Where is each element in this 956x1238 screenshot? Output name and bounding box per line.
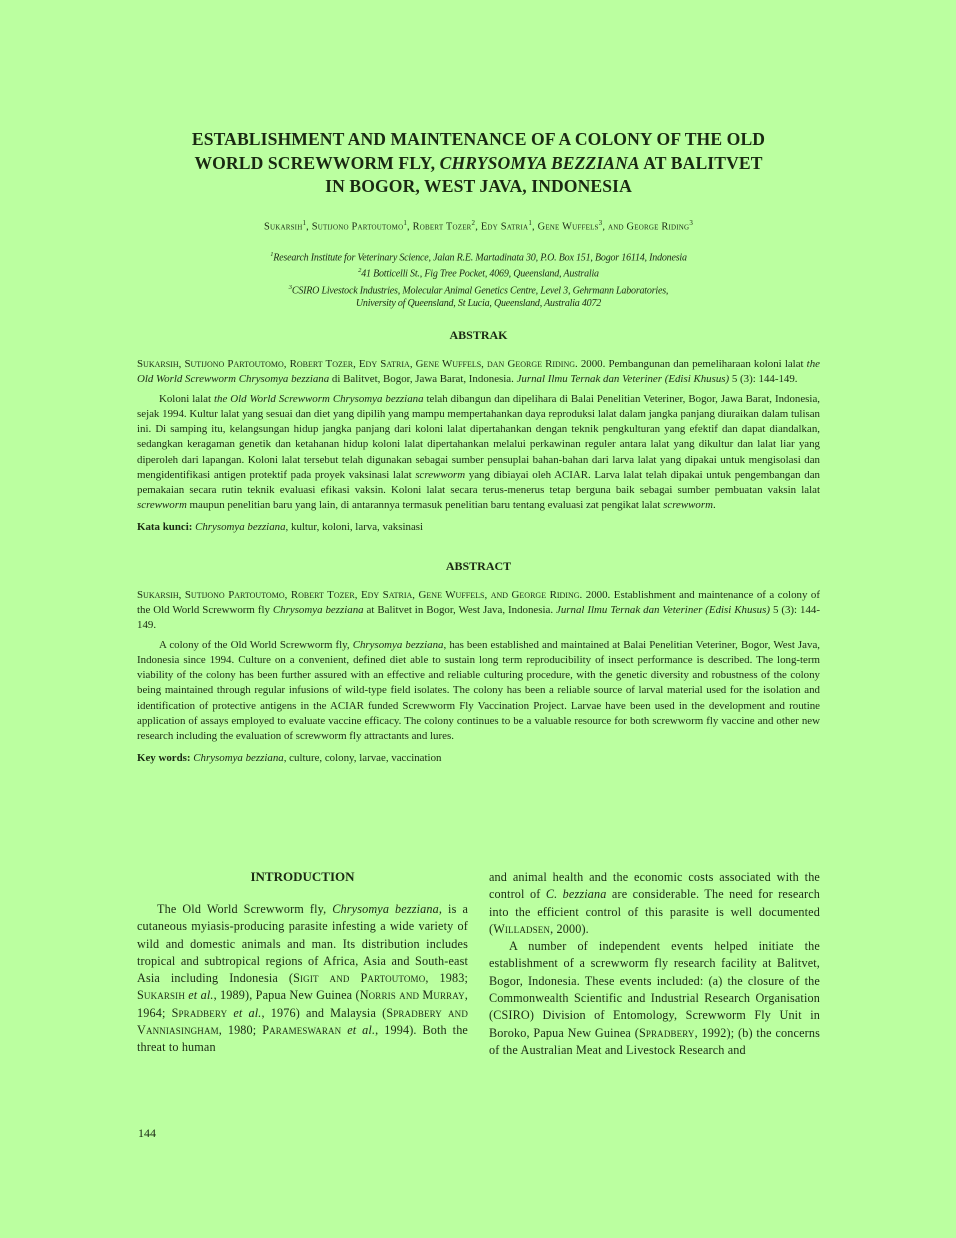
citation-ref: Sigit and Partoutomo xyxy=(293,971,426,986)
abstract-keywords xyxy=(137,751,820,766)
citation-ref: Parameswaran xyxy=(262,1023,342,1038)
author-name: Gene Wuffels xyxy=(537,220,599,232)
affiliation-line xyxy=(137,248,820,264)
abstrak-italic: the Old World Screwworm Chrysomya bezziana xyxy=(213,393,424,406)
affiliation-line xyxy=(137,297,820,310)
abstrak-italic: screwworm xyxy=(415,468,466,481)
author-affiliation-mark: 1 xyxy=(403,218,408,227)
author-separator: , xyxy=(475,220,481,232)
affiliation-text: Research Institute for Veterinary Science, Jalan R.E. Martadinata 30, P.O. Box 151, Bogor 16114, Indonesia xyxy=(273,252,687,264)
abstrak-citation-text: . 2000. Pembangunan dan pemeliharaan koloni lalat xyxy=(575,357,807,370)
abstrak-text: maupun penelitian baru yang lain, di antarannya termasuk penelitian baru tentang evaluasi zat pengikat lalat xyxy=(186,498,664,511)
title-line-1: ESTABLISHMENT AND MAINTENANCE OF A COLONY OF THE OLD xyxy=(191,129,766,149)
abstract-text: , has been established and maintained at Balai Penelitian Veteriner, Bogor, West Java, Indonesia since 1994. Culture on a convenient, defined diet able to sustain long term reproducibility of insect performance is described. The long-term viability of the colony has been further assured with an effective and reliable culturing procedure, with the genetic diversity and robustness of the colony being maintained through regular infusions of wild-type field isolates. The colony has been a reliable source of larval material used for the isolation and identification of protective antigens in the ACIAR funded Screwworm Fly Vaccination Project. Larvae have been used in the development and routine application of assays employed to evaluate vaccine efficacy. The colony continues to be a valuable resource for both screwworm fly vaccine and other new research including the evaluation of screwworm fly attractants and lures. xyxy=(137,639,820,742)
abstrak-text: . xyxy=(712,498,716,511)
abstract-body xyxy=(137,638,820,744)
abstrak-italic: screwworm xyxy=(137,498,187,511)
author-affiliation-mark: 1 xyxy=(302,218,307,227)
abstrak-citation xyxy=(137,357,820,387)
citation-ref: Spradbery and Vanniasingham xyxy=(137,1005,468,1038)
citation-ref: Norris and Murray xyxy=(359,988,465,1003)
citation-ref: Sukarsih xyxy=(137,988,185,1003)
citation-ref: Spradbery xyxy=(171,1005,228,1020)
intro-text: A number of independent events helped initiate the establishment of a screwworm fly research facility at Balitvet, Bogor, Indonesia. These events included: (a) the closure of the Commonwealth Scientific and Industrial Research Organisation (CSIRO) Division of Entomology, Screwworm Fly Unit in Boroko, Papua New Guinea ( xyxy=(489,939,820,1040)
author-name: Edy Satria xyxy=(480,220,529,232)
abstract-citation-authors: Sukarsih, Sutijono Partoutomo, Robert Tozer, Edy Satria, Gene Wuffels, and George Riding xyxy=(137,588,580,601)
author-separator: , xyxy=(532,220,538,232)
affiliation-list xyxy=(137,248,820,310)
intro-text: , 1976) and Malaysia ( xyxy=(261,1005,387,1020)
author-name: George Riding xyxy=(626,220,690,232)
abstrak-citation-journal: Jurnal Ilmu Ternak dan Veteriner (Edisi Khusus) xyxy=(516,373,730,386)
affiliation-text: University of Queensland, St Lucia, Queensland, Australia 4072 xyxy=(355,297,602,309)
abstract-citation xyxy=(137,588,820,633)
title-line-3: IN BOGOR, WEST JAVA, INDONESIA xyxy=(325,176,632,196)
affiliation-text: 41 Botticelli St., Fig Tree Pocket, 4069, Queensland, Australia xyxy=(361,268,599,280)
intro-paragraph-1-cont xyxy=(489,869,820,938)
author-affiliation-mark: 3 xyxy=(598,218,603,227)
et-al: et al. xyxy=(341,1023,376,1038)
affiliation-number: 3 xyxy=(288,283,292,291)
abstrak-citation-title: the Old World Screwworm Chrysomya bezziana xyxy=(137,357,820,386)
title-species: CHRYSOMYA BEZZIANA xyxy=(439,152,640,173)
article-title xyxy=(137,128,820,199)
citation-ref: Willadsen xyxy=(493,921,551,936)
intro-text: , 2000). xyxy=(550,921,589,936)
affiliation-line xyxy=(137,264,820,280)
keywords-species: Chrysomya bezziana xyxy=(190,751,284,764)
intro-species-short: C. bezziana xyxy=(545,887,607,902)
abstract-citation-place: at Balitvet in Bogor, West Java, Indonesia. xyxy=(363,603,557,616)
intro-text: , 1989), Papua New Guinea ( xyxy=(213,988,360,1003)
abstrak-heading: ABSTRAK xyxy=(449,327,508,342)
intro-text: The Old World Screwworm fly, xyxy=(157,902,333,916)
citation-ref: Spradbery xyxy=(638,1025,695,1040)
author-separator: , xyxy=(407,220,413,232)
abstrak-text: yang dibiayai oleh ACIAR. Larva lalat telah dipakai untuk pengembangan dan pemakaian secara rutin teknik evaluasi efikasi vaksin. Koloni lalat secara terus-menerus tetap berguna baik sebagai sumber pembuatan vaksin lalat xyxy=(137,468,820,496)
author-name: Robert Tozer xyxy=(412,220,472,232)
abstrak-text: Koloni lalat xyxy=(159,393,214,406)
abstract-heading: ABSTRACT xyxy=(445,558,512,573)
author-separator: , xyxy=(306,220,312,232)
title-line-2a: WORLD SCREWWORM FLY, xyxy=(194,152,440,173)
abstract-citation-species: Chrysomya bezziana xyxy=(272,603,364,616)
abstract-text: A colony of the Old World Screwworm fly, xyxy=(159,639,353,652)
keywords-list: , kultur, koloni, larva, vaksinasi xyxy=(285,520,424,533)
intro-text: , 1983; xyxy=(425,971,469,986)
intro-text: are considerable. The need for research into the efficient control of this parasite is well documented ( xyxy=(489,887,821,936)
et-al: et al. xyxy=(184,988,214,1003)
abstract-citation-text: . 2000. Establishment and maintenance of a colony of the Old World Screwworm fly xyxy=(137,588,820,616)
affiliation-number: 2 xyxy=(358,267,362,275)
author-list xyxy=(137,219,820,232)
introduction-heading: INTRODUCTION xyxy=(250,869,355,884)
author-affiliation-mark: 2 xyxy=(471,218,476,227)
keywords-species: Chrysomya bezziana xyxy=(192,520,286,533)
affiliation-number: 1 xyxy=(270,250,274,258)
keywords-label: Kata kunci: xyxy=(137,520,193,533)
page-number: 144 xyxy=(138,1126,156,1140)
paper-page xyxy=(137,128,821,1057)
intro-text: , 1964; xyxy=(137,988,468,1020)
abstrak-citation-place: di Balitvet, Bogor, Jawa Barat, Indonesia. xyxy=(329,373,517,386)
intro-paragraph-2 xyxy=(489,938,820,1059)
intro-species: Chrysomya bezziana xyxy=(332,902,439,916)
intro-text: and animal health and the economic costs associated with the control of xyxy=(489,870,820,902)
intro-paragraph-1 xyxy=(137,901,468,1057)
author-affiliation-mark: 1 xyxy=(528,218,533,227)
abstrak-citation-volume: 5 (3): 144-149. xyxy=(729,373,798,386)
keywords-label: Key words: xyxy=(137,751,191,764)
intro-text: , 1980; xyxy=(218,1023,263,1038)
author-separator: , and xyxy=(602,220,627,232)
author-name: Sukarsih xyxy=(263,220,303,232)
intro-text: , 1992); (b) the concerns of the Australian Meat and Livestock Research and xyxy=(489,1025,820,1057)
abstrak-body xyxy=(137,392,820,513)
title-line-2b: AT BALITVET xyxy=(639,152,763,173)
keywords-list: , culture, colony, larvae, vaccination xyxy=(283,751,442,764)
et-al: et al. xyxy=(227,1005,262,1020)
abstract-citation-volume: 5 (3): 144-149. xyxy=(137,603,820,632)
right-column xyxy=(489,869,820,1059)
affiliation-line xyxy=(137,281,820,297)
intro-text: , is a cutaneous myiasis-producing parasite infesting a wide variety of wild and domestic animals and man. Its distribution includes tropical and subtropical regions of Africa, Asia and South-east Asia including Indonesia ( xyxy=(137,902,468,986)
left-column xyxy=(137,869,468,1057)
abstrak-italic: screwworm xyxy=(663,498,713,511)
author-name: Sutijono Partoutomo xyxy=(311,220,404,232)
abstract-citation-journal: Jurnal Ilmu Ternak dan Veteriner (Edisi Khusus) xyxy=(556,603,770,616)
abstrak-keywords xyxy=(137,520,820,535)
abstract-italic: Chrysomya bezziana xyxy=(352,639,444,652)
author-affiliation-mark: 3 xyxy=(689,218,694,227)
abstrak-text: telah dibangun dan dipelihara di Balai Penelitian Veteriner, Bogor, Jawa Barat, Indonesia, sejak 1994. Kultur lalat yang sesuai dan diet yang dipilih yang mampu mempertahankan daya reproduksi lalat dalam jangka panjang diuraikan dalam tulisan ini. Di samping itu, kelangsungan hidup jangka panjang dari koloni lalat dipertahankan dengan teknik pengkulturan yang efektif dan dapat diandalkan, sedangkan keragaman genetik dan ketahanan hidup koloni lalat dipertahankan melalui perkawinan reguler antara lalat yang dikultur dan lalat liar yang diperoleh dari lapangan. Koloni lalat tersebut telah digunakan sebagai sumber pensuplai bahan-bahan dari larva lalat yang dipakai untuk mengisolasi dan mengidentifikasi antigen protektif pada proyek vaksinasi lalat xyxy=(137,393,821,481)
abstrak-citation-authors: Sukarsih, Sutijono Partoutomo, Robert Tozer, Edy Satria, Gene Wuffels, dan George Riding xyxy=(137,357,576,370)
intro-text-split: , 1994). Both the threat to human xyxy=(137,1023,468,1055)
affiliation-text: CSIRO Livestock Industries, Molecular Animal Genetics Centre, Level 3, Gehrmann Laboratories, xyxy=(291,284,669,296)
